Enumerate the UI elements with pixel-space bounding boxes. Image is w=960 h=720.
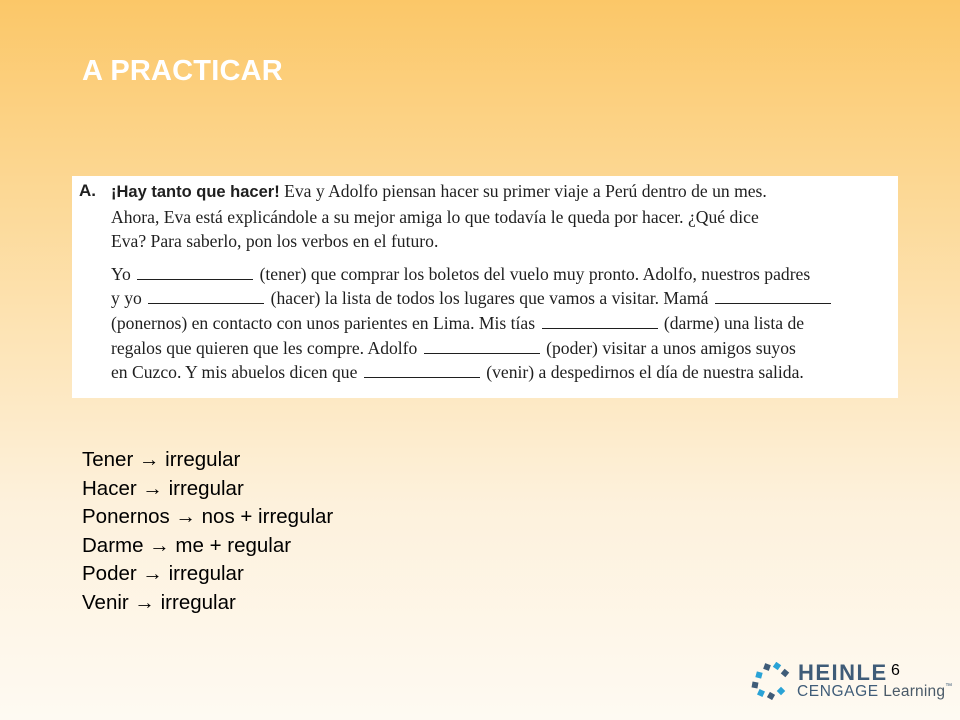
logo-cengage-text (797, 683, 952, 701)
instruction-line-2: Ahora, Eva está explicándole a su mejor amiga lo que todavía le queda por hacer. ¿Qué dice (111, 206, 759, 227)
exercise-letter: A. (79, 181, 96, 200)
instruction-text-1: Eva y Adolfo piensan hacer su primer viaje a Perú dentro de un mes. (279, 181, 767, 201)
blank-ponernos (715, 289, 831, 304)
paragraph-text: (darme) una lista de (663, 312, 805, 333)
paragraph-text: (venir) a despedirnos el día de nuestra salida. (486, 362, 804, 383)
paragraph-line-1 (111, 262, 886, 287)
note-line: Tener → irregular (82, 448, 241, 471)
note-line: Ponernos → nos + irregular (82, 505, 334, 529)
logo-mark-icon (750, 662, 792, 700)
blank-poder (424, 339, 540, 354)
logo-cengage: CENGAGE (797, 683, 879, 700)
paragraph-line-4 (111, 336, 886, 361)
blank-tener (137, 265, 253, 280)
paragraph-text: y yo (111, 288, 142, 309)
logo-learning: Learning (883, 683, 946, 700)
paragraph-text: Yo (111, 263, 131, 284)
blank-darme (542, 314, 658, 329)
exercise-heading: ¡Hay tanto que hacer! (111, 183, 280, 201)
exercise-instructions (111, 179, 886, 254)
note-line: Darme → me + regular (82, 533, 292, 557)
paragraph-text: (ponernos) en contacto con unos parientes en Lima. Mis tías (111, 312, 536, 333)
note-line: Venir → irregular (82, 590, 236, 614)
exercise-image (72, 176, 898, 398)
page-number: 6 (891, 662, 900, 679)
note-line: Hacer → irregular (82, 476, 244, 500)
paragraph-text: (poder) visitar a unos amigos suyos (546, 337, 796, 358)
paragraph-line-5 (111, 360, 886, 385)
paragraph-text: (tener) que comprar los boletos del vuelo muy pronto. Adolfo, nuestros padres (259, 263, 811, 284)
exercise-body (111, 179, 886, 385)
answer-notes (82, 446, 333, 618)
heinle-cengage-logo (746, 654, 953, 706)
paragraph-text: (hacer) la lista de todos los lugares que vamos a visitar. Mamá (270, 288, 709, 309)
paragraph-line-3 (111, 311, 886, 336)
paragraph-text: regalos que quieren que les compre. Adolfo (111, 337, 418, 358)
exercise-paragraph (111, 262, 886, 385)
note-line: Poder → irregular (82, 562, 244, 586)
instruction-line-1 (111, 179, 886, 205)
logo-trademark: ™ (945, 683, 953, 690)
blank-venir (364, 363, 480, 378)
paragraph-line-2 (111, 286, 886, 311)
blank-hacer (148, 289, 264, 304)
logo-heinle-text: HEINLE (798, 660, 888, 685)
slide-title: A PRACTICAR (82, 55, 283, 87)
paragraph-text: en Cuzco. Y mis abuelos dicen que (111, 362, 358, 383)
instruction-line-3: Eva? Para saberlo, pon los verbos en el futuro. (111, 231, 439, 252)
